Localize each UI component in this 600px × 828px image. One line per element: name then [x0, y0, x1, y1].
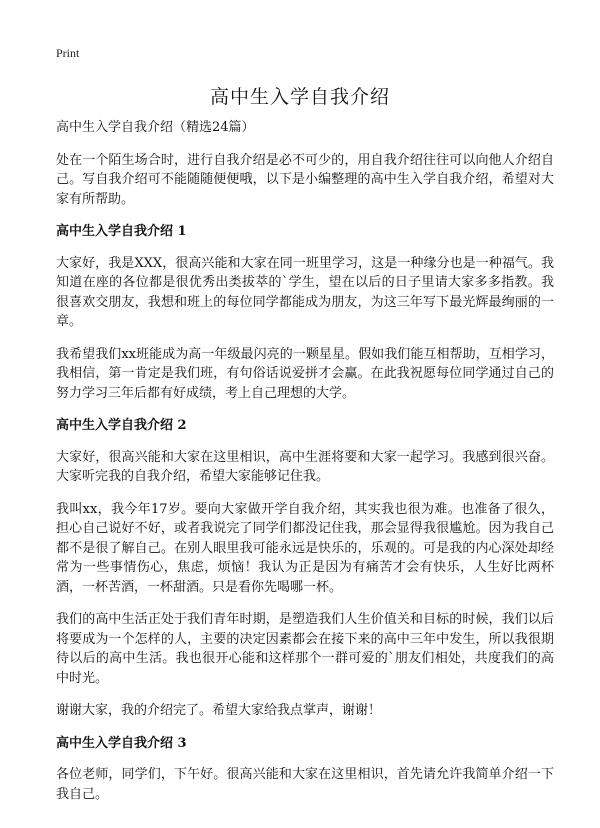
section-heading-3: 高中生入学自我介绍 3: [56, 735, 187, 751]
paragraph: 谢谢大家，我的介绍完了。希望大家给我点掌声，谢谢！: [56, 703, 382, 718]
paragraph: 大家好，我是XXX，很高兴能和大家在同一班里学习，这是一种缘分也是一种福气。我知道在座的各位都是很优秀出类拔萃的`学生，望在以后的日子里请大家多多指教。我很喜欢交朋友，我想和班上的每位同学都能成为朋友，为这三年写下最光辉最绚丽的一章。: [56, 255, 554, 329]
paragraph: 我希望我们xx班能成为高一年级最闪亮的一颗星星。假如我们能互相帮助，互相学习，我相信，第一肯定是我们班，有句俗话说爱拼才会赢。在此我祝愿每位同学通过自己的努力学习三年后都有好成绩，考上自己理想的大学。: [56, 346, 554, 401]
paragraph: 我们的高中生活正处于我们青年时期，是塑造我们人生价值关和目标的时候，我们以后将要成为一个怎样的人，主要的决定因素都会在接下来的高中三年中发生，所以我很期待以后的高中生活。我也很开心能和这样那个一群可爱的`朋友们相处，共度我们的高中时光。: [56, 612, 554, 686]
subtitle: 高中生入学自我介绍（精选24篇）: [56, 120, 255, 135]
page-title: 高中生入学自我介绍: [209, 86, 390, 108]
intro-paragraph: 处在一个陌生场合时，进行自我介绍是必不可少的，用自我介绍往往可以向他人介绍自己。写自我介绍可不能随随便便哦，以下是小编整理的高中生入学自我介绍，希望对大家有所帮助。: [56, 152, 554, 207]
print-label: Print: [56, 46, 80, 60]
paragraph: 大家好，很高兴能和大家在这里相识，高中生涯将要和大家一起学习。我感到很兴奋。大家听完我的自我介绍，希望大家能够记住我。: [56, 449, 554, 484]
section-heading-2: 高中生入学自我介绍 2: [56, 418, 187, 433]
article-body: [56, 118, 554, 817]
section-heading-1: 高中生入学自我介绍 1: [56, 224, 187, 239]
paragraph: 各位老师，同学们，下午好。很高兴能和大家在这里相识，首先请允许我简单介绍一下我自己。: [56, 767, 554, 802]
paragraph: 我叫xx，我今年17岁。要向大家做开学自我介绍，其实我也很为难。也准备了很久，担心自己说好不好，或者我说完了同学们都没记住我，那会显得我很尴尬。因为我自己都不是很了解自己。在别人眼里我可能永远是快乐的，乐观的。可是我的内心深处却经常为一些事情伤心，焦虑，烦恼！我认为正是因为有痛苦才会有快乐，人生好比两杯酒，一杯苦酒，一杯甜酒。只是看你先喝哪一杯。: [56, 501, 554, 595]
